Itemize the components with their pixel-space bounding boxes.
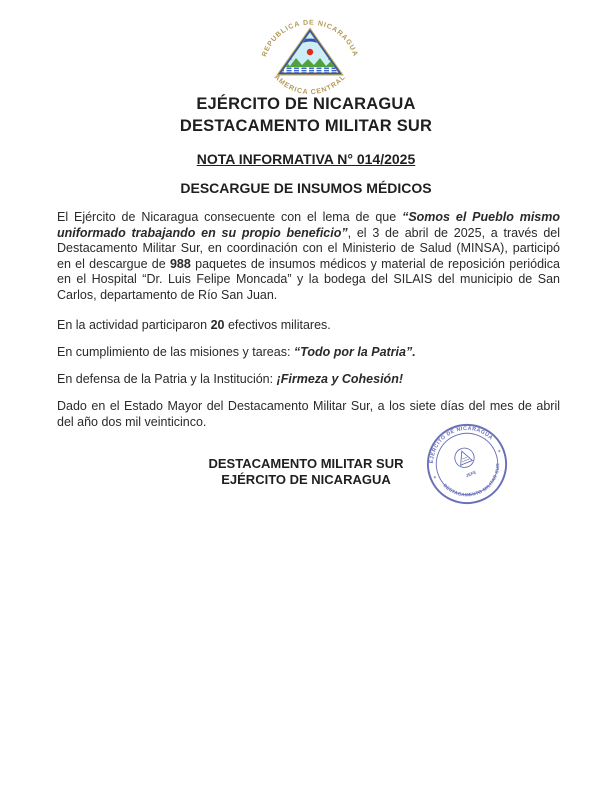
p4-lead: En defensa de la Patria y la Institución: <box>57 372 277 386</box>
seal-bottom-arc-text: DESTACAMENTO MILITAR SUR <box>442 462 501 498</box>
p3-lead: En cumplimiento de las misiones y tareas: <box>57 345 294 359</box>
svg-text:AMERICA CENTRAL <box>273 74 348 96</box>
org-title: EJÉRCITO DE NICARAGUA <box>196 95 416 113</box>
paragraph-dateline: Dado en el Estado Mayor del Destacamento Militar Sur, a los siete días del mes de abril del año dos mil veinticinco. <box>57 399 560 429</box>
emblem-landscape <box>278 28 342 74</box>
paragraph-main <box>57 210 560 304</box>
p1-package-count: 988 <box>169 256 191 271</box>
paragraph-defense <box>57 372 560 388</box>
emblem-bottom-arc-text: AMERICA CENTRAL <box>272 73 348 97</box>
p4-motto-quote: ¡Firmeza y Cohesión! <box>276 372 403 386</box>
nota-number-title: NOTA INFORMATIVA N° 014/2025 <box>196 151 416 167</box>
subject-title: DESCARGUE DE INSUMOS MÉDICOS <box>180 180 432 196</box>
coat-of-arms-icon <box>249 18 371 98</box>
seal-top-arc-text: EJÉRCITO DE NICARAGUA <box>428 425 494 464</box>
paragraph-missions <box>57 345 560 361</box>
seal-center-emblem-icon <box>452 445 477 470</box>
seal-rank-text: JEFE <box>465 469 477 479</box>
p1-lead: El Ejército de Nicaragua consecuente con el lema de que <box>57 210 403 224</box>
p1-tail: paquetes de insumos médicos y material de reposición periódica en el Hospital “Dr. Luis Felipe Moncada” y la bodega del SILAIS del municipio de San Carlos, departamento de Río San Juan. <box>57 256 560 302</box>
p2-troop-count: 20 <box>210 318 225 332</box>
p1-motto-quote: “Somos el Pueblo mismo uniformado trabajando en su propio beneficio” <box>57 210 560 240</box>
p3-motto-quote: “Todo por la Patria”. <box>293 345 416 359</box>
signature-unit: DESTACAMENTO MILITAR SUR <box>208 456 404 471</box>
emblem-top-arc-text: REPUBLICA DE NICARAGUA <box>261 19 359 58</box>
p2-tail: efectivos militares. <box>224 318 331 332</box>
signature-org: EJÉRCITO DE NICARAGUA <box>221 471 391 487</box>
unit-title: DESTACAMENTO MILITAR SUR <box>179 116 433 135</box>
paragraph-participants <box>57 318 560 334</box>
p1-after-quote: , el 3 de abril de 2025, a través del Destacamento Militar Sur, en coordinación con el Ministerio de Salud (MINSA), participó en el descargue de <box>57 225 560 271</box>
p2-lead: En la actividad participaron <box>57 318 211 332</box>
document-title-block <box>0 94 612 137</box>
seal-left-star-icon: ✶ <box>432 474 438 481</box>
seal-right-star-icon: ✶ <box>496 448 503 455</box>
